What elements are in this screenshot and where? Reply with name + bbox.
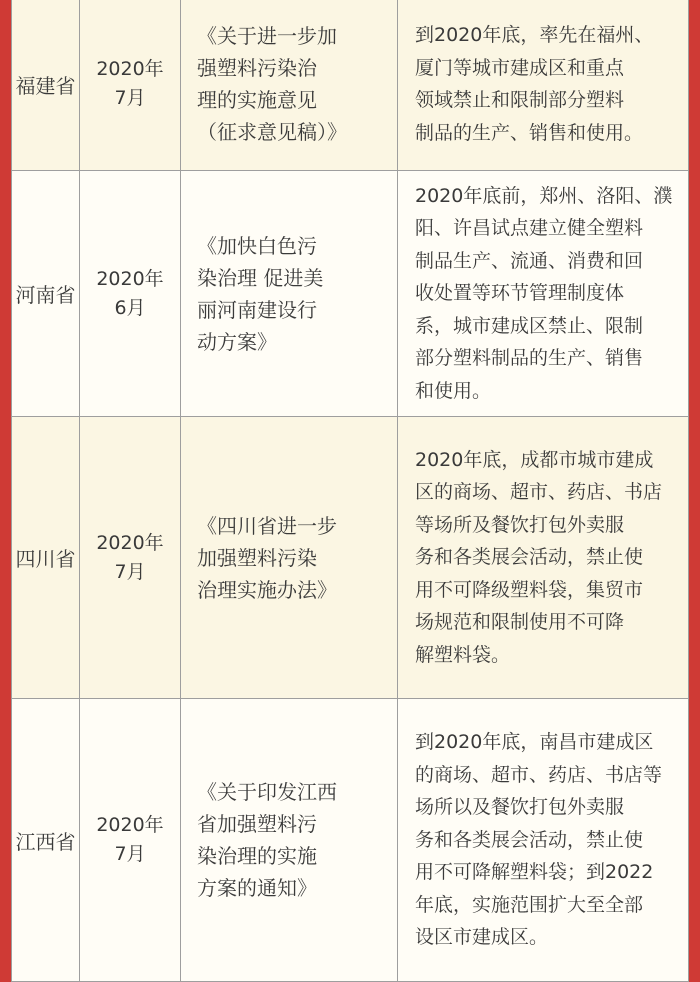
province-cell: 福建省 bbox=[12, 0, 80, 171]
content-cell: 到2020年底，率先在福州、 厦门等城市建成区和重点 领域禁止和限制部分塑料 制品的生产、销售和使用。 bbox=[398, 0, 689, 171]
province-cell: 四川省 bbox=[12, 417, 80, 699]
content-cell: 到2020年底，南昌市建成区 的商场、超市、药店、书店等 场所以及餐饮打包外卖服 务和各类展会活动，禁止使 用不可降解塑料袋；到2022 年底，实施范围扩大至全部 设区市建成区。 bbox=[398, 699, 689, 982]
policy-table bbox=[11, 0, 689, 982]
table-row bbox=[12, 0, 689, 171]
content-cell: 2020年底前，郑州、洛阳、濮 阳、许昌试点建立健全塑料 制品生产、流通、消费和回 收处置等环节管理制度体 系，城市建成区禁止、限制 部分塑料制品的生产、销售 和使用。 bbox=[398, 171, 689, 417]
date-cell: 2020年 7月 bbox=[80, 0, 181, 171]
document-cell: 《关于进一步加 强塑料污染治 理的实施意见 （征求意见稿）》 bbox=[181, 0, 398, 171]
table-row bbox=[12, 171, 689, 417]
document-cell: 《四川省进一步 加强塑料污染 治理实施办法》 bbox=[181, 417, 398, 699]
document-cell: 《关于印发江西 省加强塑料污 染治理的实施 方案的通知》 bbox=[181, 699, 398, 982]
date-cell: 2020年 7月 bbox=[80, 699, 181, 982]
content-cell: 2020年底，成都市城市建成 区的商场、超市、药店、书店 等场所及餐饮打包外卖服 务和各类展会活动，禁止使 用不可降级塑料袋，集贸市 场规范和限制使用不可降 解塑料袋。 bbox=[398, 417, 689, 699]
province-cell: 河南省 bbox=[12, 171, 80, 417]
date-cell: 2020年 6月 bbox=[80, 171, 181, 417]
province-cell: 江西省 bbox=[12, 699, 80, 982]
table-row bbox=[12, 699, 689, 982]
table-row bbox=[12, 417, 689, 699]
date-cell: 2020年 7月 bbox=[80, 417, 181, 699]
document-cell: 《加快白色污 染治理 促进美 丽河南建设行 动方案》 bbox=[181, 171, 398, 417]
